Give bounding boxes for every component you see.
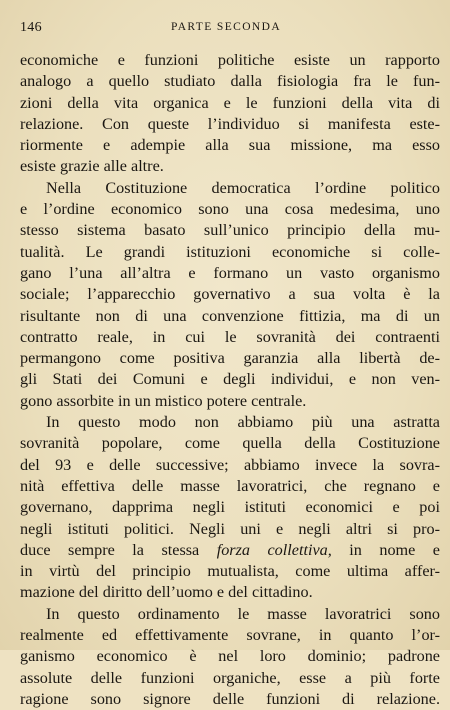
paragraph-3 — [20, 412, 440, 604]
text-line: in virtù del principio mutualista, come ultima affer- — [20, 562, 440, 581]
page-number: 146 — [20, 20, 42, 35]
paragraph-2 — [20, 178, 440, 412]
text-line: gono assorbite in un mistico potere centrale. — [20, 391, 307, 410]
text-line: relazione. Con queste l’individuo si manifesta este- — [20, 114, 440, 133]
body-text — [20, 50, 440, 710]
text-line: stesso sistema basato sull’unico principio della mu- — [20, 221, 440, 240]
text-line: risultante non di una convenzione fittizia, ma di un — [20, 306, 440, 325]
text-line: sociale; l’apparecchio governativo a sua volta è la — [20, 285, 440, 304]
italic-phrase: forza collettiva, — [216, 540, 332, 559]
page-header — [20, 20, 432, 38]
text-line: ragione sono signore delle funzioni di relazione. — [20, 689, 440, 708]
text-line: mazione del diritto dell’uomo e del cittadino. — [20, 583, 313, 602]
text-line: gano l’una all’altra e formano un vasto organismo — [20, 263, 440, 282]
text-line: tualità. Le grandi istituzioni economiche si colle- — [20, 242, 440, 261]
text-line: realmente ed effettivamente sovrane, in quanto l’or- — [20, 626, 440, 645]
text-line: sovranità popolare, come quella della Costituzione — [20, 434, 440, 453]
text-line: permangono come positiva garanzia alla libertà de- — [20, 349, 440, 368]
text-line: ganismo economico è nel loro dominio; padrone — [20, 647, 440, 666]
text-line: riormente e adempie alla sua missione, ma esso — [20, 136, 440, 155]
text-line: contratto reale, in cui le sovranità dei contraenti — [20, 327, 440, 346]
line-text: in nome e — [331, 540, 440, 559]
text-line: del 93 e delle successive; abbiamo invece la sovra- — [20, 455, 440, 474]
running-head: PARTE SECONDA — [170, 21, 282, 33]
text-line: Nella Costituzione democratica l’ordine politico — [46, 178, 440, 197]
text-line: economiche e funzioni politiche esiste un rapporto — [20, 51, 440, 69]
text-line-with-italic — [20, 540, 440, 561]
paragraph-4 — [20, 604, 440, 710]
paragraph-1 — [20, 50, 440, 178]
text-line: In questo ordinamento le masse lavoratrici sono — [46, 604, 440, 623]
text-line: negli istituti politici. Negli uni e negli altri si pro- — [20, 519, 440, 538]
text-line: e l’ordine economico sono una cosa medesima, uno — [20, 200, 440, 219]
text-line: analogo a quello studiato dalla fisiologia fra le fun- — [20, 72, 440, 91]
text-line: gli Stati dei Comuni e degli individui, e non ven- — [20, 370, 440, 389]
line-text: duce sempre la stessa — [20, 540, 217, 559]
text-line: esiste grazie alle altre. — [20, 157, 164, 176]
text-line: governano, dapprima negli istituti economici e poi — [20, 498, 440, 517]
text-line: In questo modo non abbiamo più una astratta — [46, 413, 440, 432]
text-line: assolute delle funzioni organiche, esse a più forte — [20, 668, 440, 687]
text-line: nità effettiva delle masse lavoratrici, che regnano e — [20, 476, 440, 495]
text-line: zioni della vita organica e le funzioni della vita di — [20, 93, 440, 112]
